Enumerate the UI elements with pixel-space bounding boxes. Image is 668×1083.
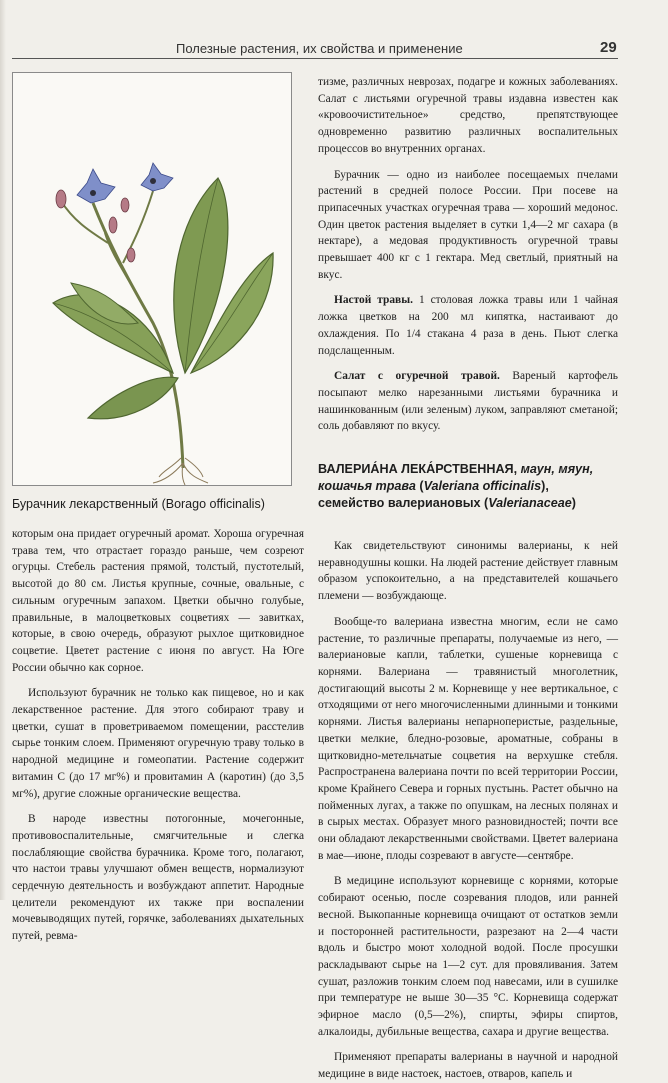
- header-rule: [12, 58, 618, 59]
- paragraph: Используют бурачник не только как пищевое, но и как лекарственное растение. Для этого собирают траву и цветки, сушат в проветриваемом помещении, расстелив сырье тонким слоем. Применяют огуречную траву только в народной медицине и гомеопатии. Растение содержит витамин С (до 17 мг%) и провитамин А (каротин) (до 3,5 мг%), другие сложные органические вещества.: [12, 687, 304, 800]
- recipe-title: Салат с огуречной травой.: [334, 370, 500, 383]
- recipe-paragraph: [318, 368, 618, 435]
- recipe-text: 1 столовая ложка травы или 1 чайная ложка цветков на 200 мл кипятка, настаивают до охлаждения. По 1/4 стакана 4 раза в день. Пьют слегка подслащенным.: [318, 294, 618, 357]
- recipe-text: Вареный картофель посыпают мелко нарезанными листьями бурачника и нашинкованным (или зеленым) луком, заправляют сметаной; соль добавляют по вкусу.: [318, 370, 618, 433]
- heading-family-latin: Valerianaceae: [488, 496, 572, 511]
- recipe-paragraph: [318, 292, 618, 359]
- header-title: Полезные растения, их свойства и применение: [176, 41, 463, 56]
- heading-punct: (: [415, 479, 424, 494]
- paragraph: В народе известны потогонные, мочегонные, противовоспалительные, смягчительные и слегка послабляющие свойства бурачника. Кроме того, полагают, что настои травы улучшают обмен веществ, нормализуют сердечную деятельность и возбуждают аппетит. Народные целители рекомендуют их также при воспалении мочевыводящих путей, горячке, заболеваниях дыхательных путей, ревма-: [12, 813, 304, 943]
- page-number: 29: [600, 39, 617, 56]
- paragraph: Применяют препараты валерианы в научной и народной медицине в виде настоек, настоев, отваров, капель и: [318, 1051, 618, 1081]
- figure-caption: Бурачник лекарственный (Borago officinalis): [12, 497, 265, 511]
- heading-punct: ): [571, 496, 576, 511]
- plant-illustration: [12, 72, 292, 486]
- heading-punct: ),: [541, 479, 549, 494]
- paragraph: тизме, различных неврозах, подагре и кожных заболеваниях. Салат с листьями огуречной травы издавна известен как «кровоочистительное» средство, препятствующее одновременно развитию различных воспалительных процессов во внутренних органах.: [318, 76, 618, 155]
- section-heading: [318, 461, 618, 512]
- recipe-title: Настой травы.: [334, 294, 413, 307]
- borage-drawing: [13, 73, 291, 485]
- running-header: [0, 33, 640, 57]
- right-text-column: [318, 74, 618, 1083]
- heading-name: ВАЛЕРИА́НА ЛЕКА́РСТВЕННАЯ: [318, 462, 514, 477]
- heading-synonyms: маун, мяун, кошачья трава: [318, 462, 594, 494]
- paragraph: Как свидетельствуют синонимы валерианы, к ней неравнодушны кошки. На людей растение действует главным образом успокоительно, а на представителей кошачьего племени — возбуждающе.: [318, 540, 618, 603]
- paragraph: которым она придает огуречный аромат. Хороша огуречная трава тем, что отрастает гораздо раньше, чем созреют огурцы. Стебель растения прямой, толстый, пустотелый, высотой до 80 см. Листья крупные, сочные, овальные, с сильным огуречным запахом. Цветки обычно голубые, правильные, в малоцветковых соцветиях — завитках, которые, в свою очередь, образуют рыхлое щитковидное соцветие. Цветет растение с июня по август. На Юге России обычно как сорное.: [12, 528, 304, 674]
- page-edge: [0, 0, 6, 900]
- left-text-column: [12, 526, 304, 945]
- paragraph: Бурачник — одно из наиболее посещаемых пчелами растений в средней полосе России. При посеве на припасечных участках огуречная трава — хороший медонос. Один цветок растения выделяет в сутки 1,4—2 мг сахара (в нектаре), а медовая продуктивность огуречной травы превышает 400 кг с 1 гектара. Мед светлый, приятный на вкус.: [318, 168, 618, 281]
- paragraph: Вообще-то валериана известна многим, если не само растение, то различные препараты, получаемые из него, — валериановые капли, таблетки, сушеные корневища с корнями. Валериана — травянистый многолетник, достигающий высоты 2 м. Корневище у нее вертикальное, с отходящими от него многочисленными длинными и тонкими корнями. Листья валерианы непарноперистые, раздельные, цветки мелкие, бледно-розовые, ароматные, собраны в щитковидно-метельчатые соцветия на верхушке стебля. Распространена валериана почти по всей территории России, кроме Крайнего Севера и горных пустынь. Растет обычно на пойменных лугах, а также по опушкам, на лесных полянах и в сырых местах. Образует много разновидностей; почти все они обладают лекарственными свойствами. Цветет валериана в мае—июне, плоды созревают в августе—сентябре.: [318, 615, 619, 862]
- heading-punct: ,: [513, 462, 521, 477]
- paragraph: В медицине используют корневище с корнями, которые собирают осенью, после созревания плодов, или ранней весной. Выкопанные корневища очищают от остатков земли и посторонней растительности, разрезают на 2—4 части вдоль и быстро моют холодной водой. После просушки раскладывают сырье на 1—2 сут. для провяливания. Затем сушат, разложив тонким слоем под навесами, или в сушилке при температуре не выше 30—35 °С. Корневища содержат эфирное масло (0,5—2%), спирты, эфиры спиртов, алкалоиды, дубильные вещества, сахара и другие вещества.: [318, 875, 618, 1038]
- heading-family: семейство валериановых (: [318, 496, 489, 511]
- heading-latin: Valeriana officinalis: [423, 479, 542, 494]
